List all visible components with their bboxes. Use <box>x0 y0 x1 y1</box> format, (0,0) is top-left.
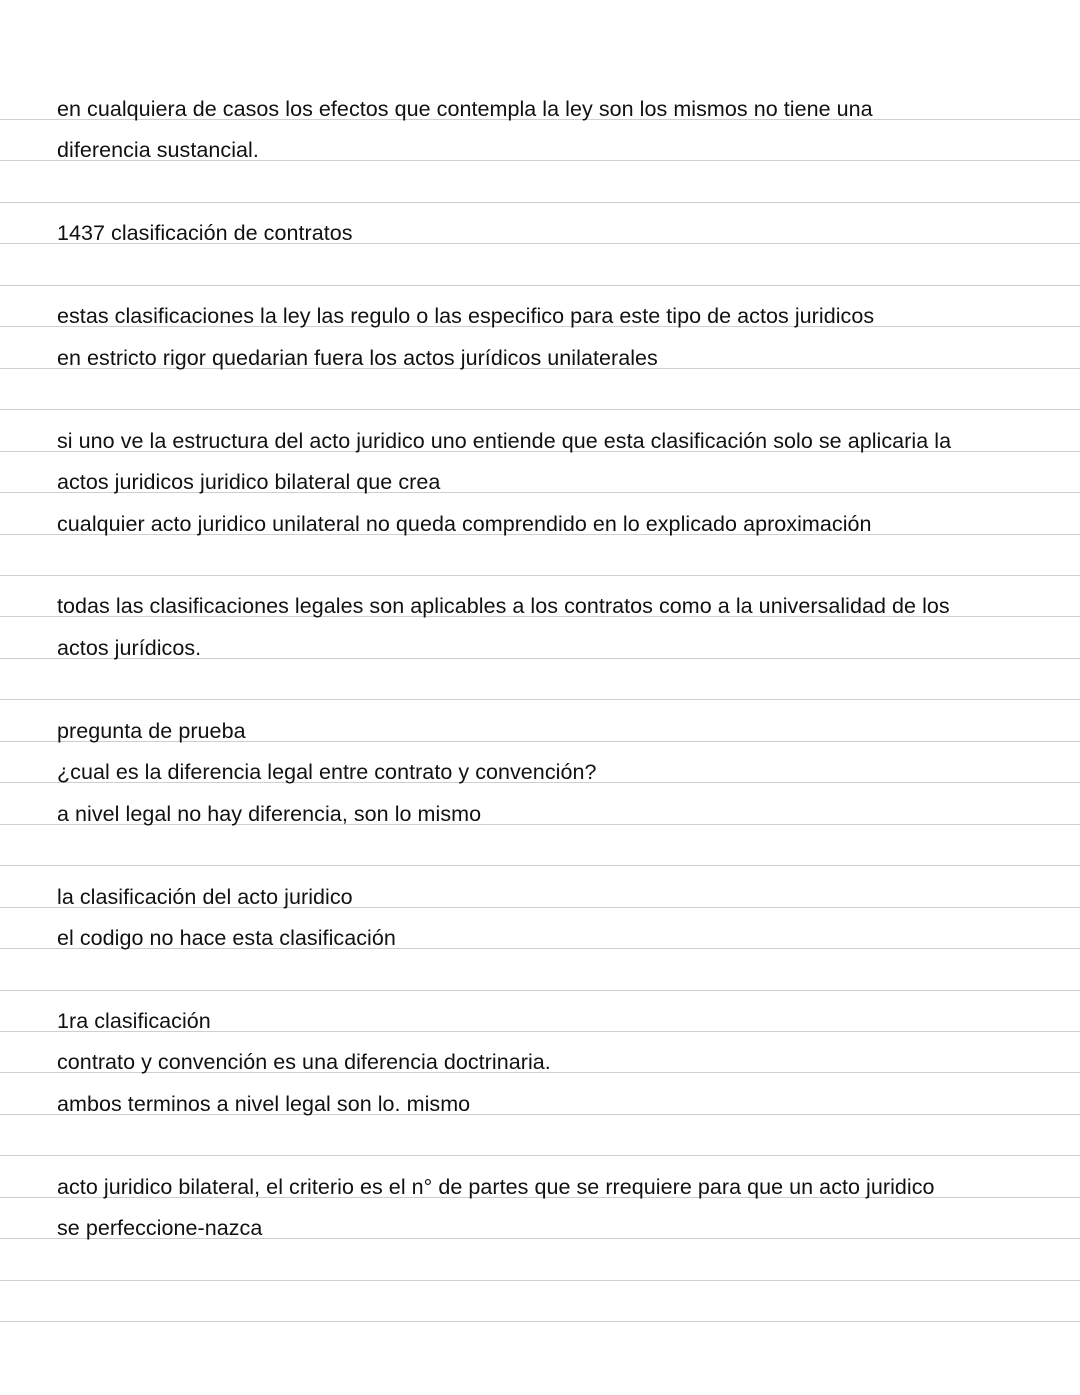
ruled-line <box>0 285 1080 286</box>
ruled-line <box>0 699 1080 700</box>
note-text-line: todas las clasificaciones legales son aplicables a los contratos como a la universalidad de los <box>57 594 950 619</box>
ruled-line <box>0 865 1080 866</box>
note-text-line: contrato y convención es una diferencia doctrinaria. <box>57 1050 551 1075</box>
ruled-line <box>0 202 1080 203</box>
note-text-line: el codigo no hace esta clasificación <box>57 926 396 950</box>
note-text-line: en estricto rigor quedarian fuera los actos jurídicos unilaterales <box>57 345 658 370</box>
ruled-line <box>0 409 1080 410</box>
note-text-line: a nivel legal no hay diferencia, son lo mismo <box>57 801 482 826</box>
note-text-line: ¿cual es la diferencia legal entre contrato y convención? <box>57 760 597 785</box>
note-text-line: actos juridicos juridico bilateral que crea <box>57 470 441 495</box>
note-text-line: se perfeccione-nazca <box>57 1216 263 1241</box>
note-text-line: 1ra clasificación <box>57 1008 211 1033</box>
note-text-line: acto juridico bilateral, el criterio es el n° de partes que se rrequiere para que un acto juridico <box>57 1174 935 1199</box>
note-text-line: cualquier acto juridico unilateral no queda comprendido en lo explicado aproximación <box>57 511 872 536</box>
note-text-line: estas clasificaciones la ley las regulo o las especifico para este tipo de actos juridicos <box>57 304 875 329</box>
ruled-line <box>0 990 1080 991</box>
ruled-line <box>0 1155 1080 1156</box>
note-text-line: pregunta de prueba <box>57 718 246 743</box>
ruled-line <box>0 575 1080 576</box>
ruled-line <box>0 1321 1080 1322</box>
note-text-line: actos jurídicos. <box>57 635 202 660</box>
note-text-line: si uno ve la estructura del acto juridico uno entiende que esta clasificación solo se aplicaria la <box>57 428 952 453</box>
ruled-line <box>0 1280 1080 1281</box>
note-text-line: 1437 clasificación de contratos <box>57 221 353 246</box>
note-text-line: ambos terminos a nivel legal son lo. mismo <box>57 1091 471 1116</box>
note-text-line: en cualquiera de casos los efectos que contempla la ley son los mismos no tiene una <box>57 97 873 121</box>
note-text-line: la clasificación del acto juridico <box>57 884 353 909</box>
note-text-line: diferencia sustancial. <box>57 138 259 163</box>
